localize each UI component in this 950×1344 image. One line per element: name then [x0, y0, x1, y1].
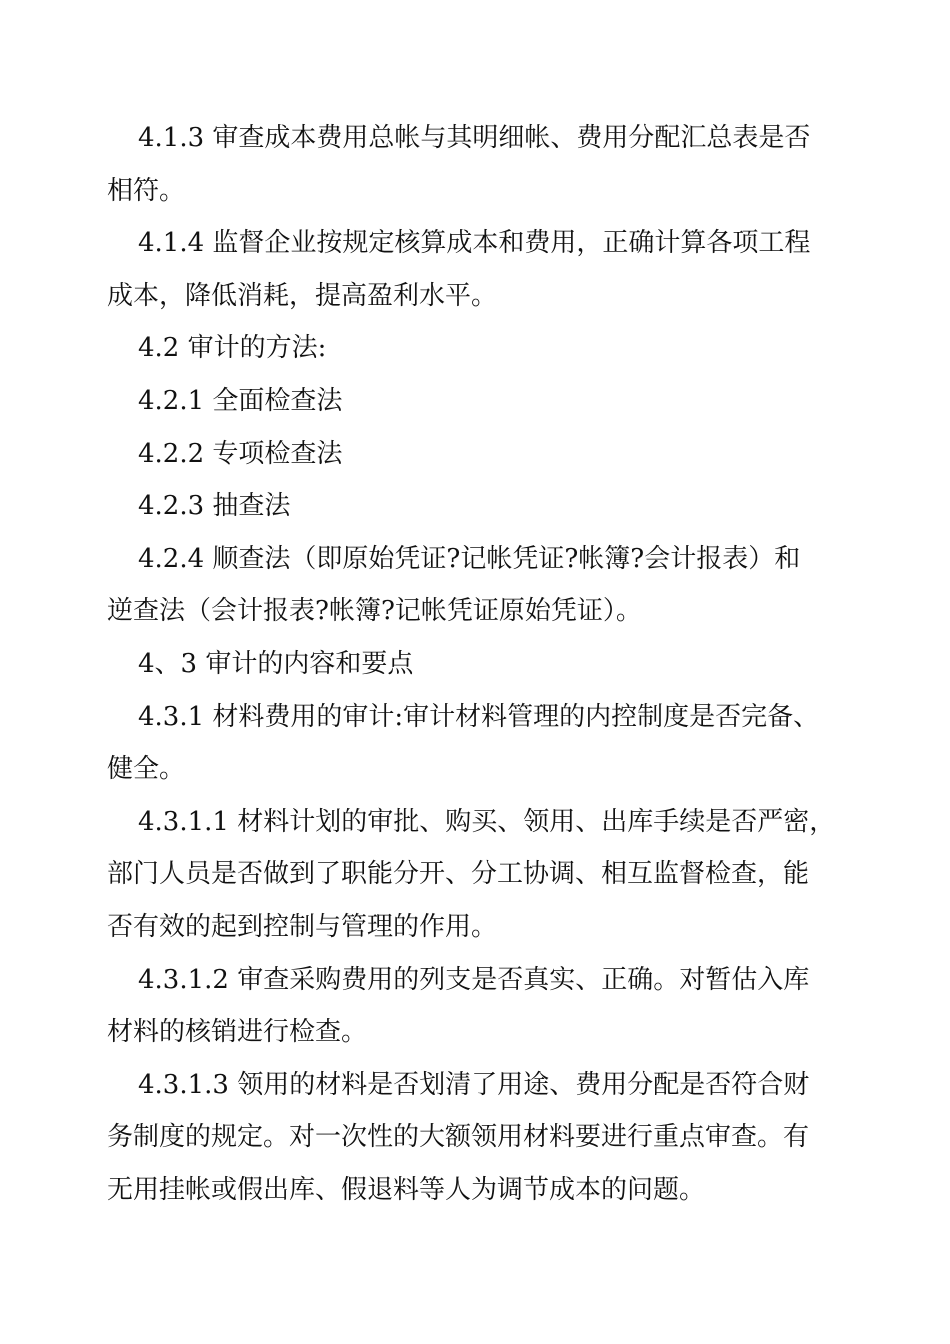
text-line: 4.2 审计的方法:: [138, 333, 327, 364]
paragraph-4-2: [107, 322, 840, 375]
text-line: 4.2.1 全面检查法: [138, 385, 343, 416]
text-line: 部门人员是否做到了职能分开、分工协调、相互监督检查，能: [107, 859, 810, 890]
paragraph-4-2-4: [107, 533, 840, 638]
text-line: 无用挂帐或假出库、假退料等人为调节成本的问题。: [107, 1174, 706, 1205]
text-line: 材料的核销进行检查。: [107, 1017, 368, 1048]
paragraph-4-2-1: [107, 375, 840, 428]
text-line: 4.3.1.1 材料计划的审批、购买、领用、出库手续是否严密，: [138, 806, 836, 837]
paragraph-4-2-3: [107, 480, 840, 533]
paragraph-4-1-3: [107, 112, 840, 217]
text-line: 4.1.4 监督企业按规定核算成本和费用，正确计算各项工程: [138, 228, 811, 259]
paragraph-4-2-2: [107, 428, 840, 481]
text-line: 4.1.3 审查成本费用总帐与其明细帐、费用分配汇总表是否: [138, 123, 811, 153]
paragraph-4-3: [107, 638, 840, 691]
paragraph-4-3-1-1: [107, 796, 840, 954]
text-line: 4.2.4 顺查法（即原始凭证?记帐凭证?帐簿?会计报表）和: [138, 543, 801, 574]
text-line: 务制度的规定。对一次性的大额领用材料要进行重点审查。有: [107, 1122, 810, 1153]
text-line: 否有效的起到控制与管理的作用。: [107, 911, 498, 942]
text-line: 逆查法（会计报表?帐簿?记帐凭证原始凭证）。: [107, 596, 642, 627]
text-line: 相符。: [107, 175, 186, 206]
text-line: 健全。: [107, 754, 186, 785]
text-line: 4.3.1.2 审查采购费用的列支是否真实、正确。对暂估入库: [138, 964, 810, 995]
text-line: 4.3.1.3 领用的材料是否划清了用途、费用分配是否符合财: [138, 1069, 810, 1100]
text-line: 4.3.1 材料费用的审计:审计材料管理的内控制度是否完备、: [138, 701, 820, 732]
paragraph-4-3-1-3: [107, 1059, 840, 1217]
text-line: 4.2.3 抽查法: [138, 491, 291, 522]
paragraph-4-3-1: [107, 691, 840, 796]
paragraph-4-3-1-2: [107, 954, 840, 1059]
text-line: 4、3 审计的内容和要点: [138, 648, 414, 679]
text-line: 成本，降低消耗，提高盈利水平。: [107, 280, 498, 311]
paragraph-4-1-4: [107, 217, 840, 322]
text-line: 4.2.2 专项检查法: [138, 438, 343, 469]
